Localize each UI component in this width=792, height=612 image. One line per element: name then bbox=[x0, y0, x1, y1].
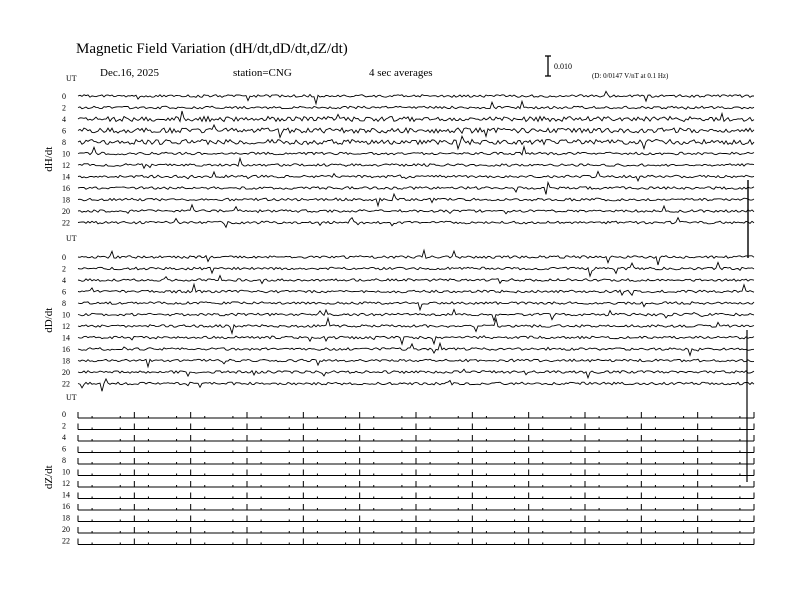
trace-dH-16 bbox=[78, 183, 754, 195]
hour-label-dZ-14: 14 bbox=[62, 490, 70, 500]
hour-label-dH-6: 6 bbox=[62, 126, 66, 136]
hour-label-dZ-6: 6 bbox=[62, 444, 66, 454]
trace-dD-8 bbox=[78, 302, 754, 310]
hour-label-dD-16: 16 bbox=[62, 345, 70, 354]
trace-dH-22 bbox=[78, 218, 754, 228]
trace-dD-10 bbox=[78, 310, 754, 321]
trace-dH-10 bbox=[78, 147, 754, 155]
averaging-label: 4 sec averages bbox=[369, 67, 433, 79]
trace-dD-20 bbox=[78, 369, 754, 378]
hour-label-dH-18: 18 bbox=[62, 195, 70, 205]
hour-label-dZ-0: 0 bbox=[62, 410, 66, 419]
hour-label-dD-12: 12 bbox=[62, 322, 70, 331]
trace-dH-6 bbox=[78, 125, 754, 137]
hour-label-dH-0: 0 bbox=[62, 92, 66, 101]
scale-note: (D: 0/0147 V/nT at 0.1 Hz) bbox=[592, 72, 669, 80]
trace-dD-0 bbox=[78, 250, 754, 265]
hour-label-dD-6: 6 bbox=[62, 287, 66, 297]
hour-label-dH-20: 20 bbox=[62, 207, 70, 216]
hour-label-dZ-18: 18 bbox=[62, 513, 70, 523]
hour-label-dZ-22: 22 bbox=[62, 536, 70, 546]
trace-dH-18 bbox=[78, 194, 754, 206]
hour-label-dH-16: 16 bbox=[62, 184, 70, 193]
trace-dD-16 bbox=[78, 343, 754, 355]
trace-dD-12 bbox=[78, 318, 754, 333]
trace-dD-22 bbox=[78, 379, 754, 391]
scale-bar-label: 0.010 bbox=[554, 62, 572, 71]
hour-label-dH-22: 22 bbox=[62, 218, 70, 228]
ut-label-dH: UT bbox=[66, 74, 77, 83]
station-label: station=CNG bbox=[233, 67, 292, 79]
hour-label-dD-20: 20 bbox=[62, 368, 70, 377]
panel-ylabel-dD: dD/dt bbox=[43, 307, 55, 333]
hour-label-dD-10: 10 bbox=[62, 310, 70, 320]
date-label: Dec.16, 2025 bbox=[100, 67, 159, 79]
hour-label-dD-2: 2 bbox=[62, 264, 66, 274]
panel-ylabel-dZ: dZ/dt bbox=[43, 465, 55, 490]
scale-bar bbox=[545, 56, 551, 76]
hour-label-dD-0: 0 bbox=[62, 253, 66, 262]
trace-dD-2 bbox=[78, 262, 754, 276]
trace-dD-6 bbox=[78, 284, 754, 295]
hour-label-dH-4: 4 bbox=[62, 115, 66, 124]
hour-label-dD-14: 14 bbox=[62, 333, 70, 343]
ut-label-dZ: UT bbox=[66, 393, 77, 402]
hour-label-dZ-16: 16 bbox=[62, 502, 70, 511]
trace-dH-2 bbox=[78, 101, 754, 109]
chart-title: Magnetic Field Variation (dH/dt,dD/dt,dZ/dt) bbox=[76, 41, 348, 57]
hour-label-dH-12: 12 bbox=[62, 161, 70, 170]
trace-dH-8 bbox=[78, 136, 754, 149]
trace-dH-4 bbox=[78, 111, 754, 122]
hour-label-dZ-8: 8 bbox=[62, 456, 66, 465]
hour-label-dD-4: 4 bbox=[62, 276, 66, 285]
hour-label-dZ-12: 12 bbox=[62, 479, 70, 488]
trace-dH-0 bbox=[78, 91, 754, 103]
hour-label-dZ-4: 4 bbox=[62, 433, 66, 442]
trace-dD-14 bbox=[78, 336, 754, 344]
trace-dD-4 bbox=[78, 276, 754, 284]
hour-label-dZ-2: 2 bbox=[62, 421, 66, 431]
hour-label-dD-18: 18 bbox=[62, 356, 70, 366]
trace-dH-12 bbox=[78, 158, 754, 168]
hour-label-dH-8: 8 bbox=[62, 138, 66, 147]
hour-label-dZ-20: 20 bbox=[62, 525, 70, 534]
hour-label-dD-8: 8 bbox=[62, 299, 66, 308]
trace-dH-14 bbox=[78, 171, 754, 181]
trace-dD-18 bbox=[78, 359, 754, 367]
panel-ylabel-dH: dH/dt bbox=[43, 146, 55, 172]
hour-label-dH-2: 2 bbox=[62, 103, 66, 113]
hour-label-dH-10: 10 bbox=[62, 149, 70, 159]
hour-label-dD-22: 22 bbox=[62, 379, 70, 389]
hour-label-dZ-10: 10 bbox=[62, 467, 70, 477]
trace-dH-20 bbox=[78, 205, 754, 214]
ut-label-dD: UT bbox=[66, 234, 77, 243]
hour-label-dH-14: 14 bbox=[62, 172, 70, 182]
